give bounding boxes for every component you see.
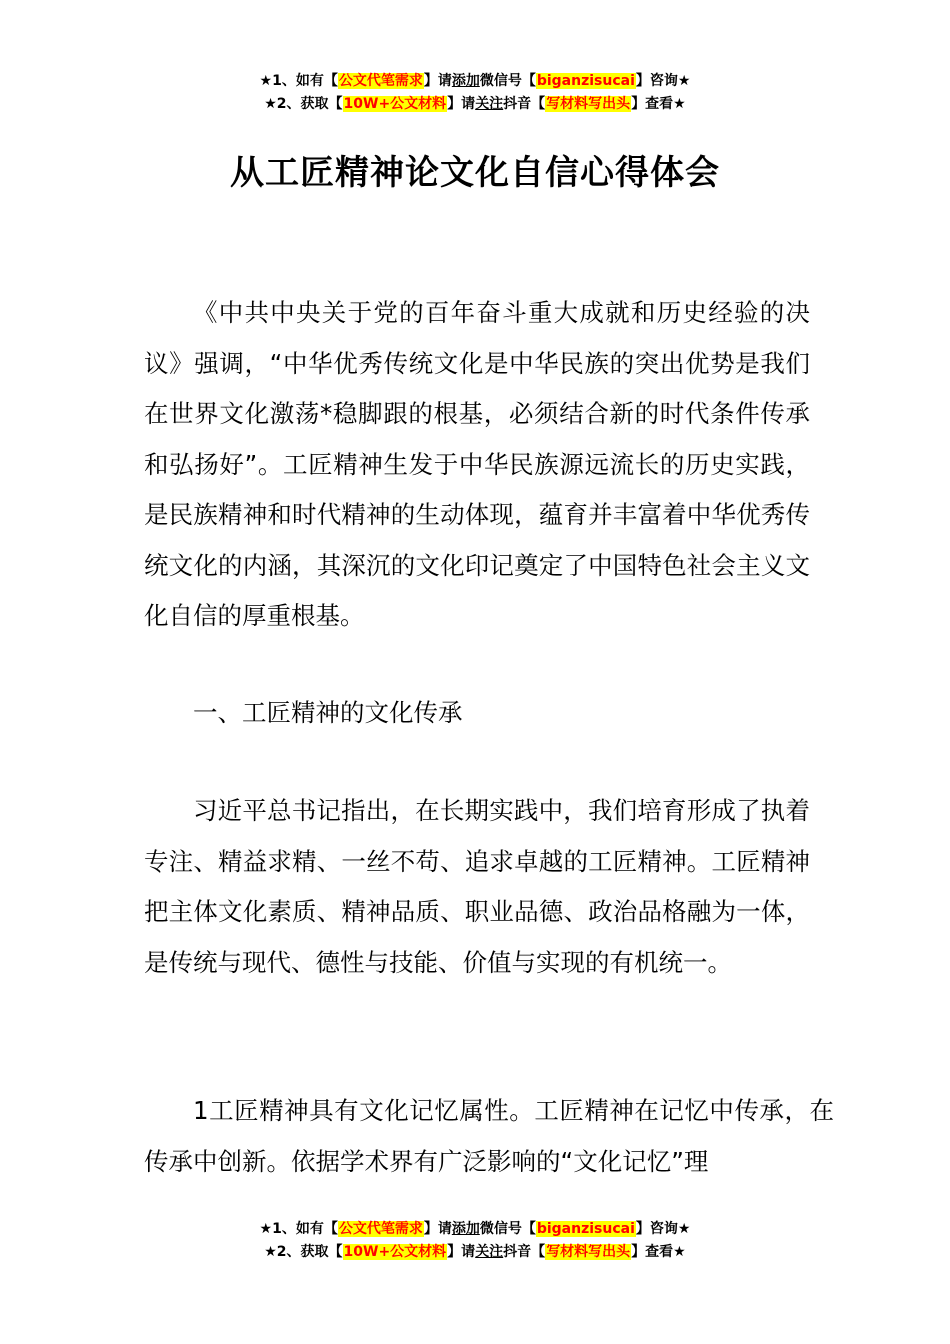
paragraph-craftsman-spirit: 习近平总书记指出，在长期实践中，我们培育形成了执着专注、精益求精、一丝不苟、追求卓越的工匠精神。工匠精神把主体文化素质、精神品质、职业品德、政治品格融为一体，是传统与现代、德性与技能、价值与实现的有机统一。 — [144, 796, 810, 977]
promo-highlight-wechat-id: biganzisucai — [536, 73, 635, 89]
promo-highlight-douyin-id: 写材料写出头 — [546, 1244, 631, 1260]
header-promo-banner — [0, 70, 950, 116]
promo-line-2: ★2、获取【10W+公文材料】请关注抖音【写材料写出头】查看★ — [264, 96, 686, 112]
promo-highlight-materials: 10W+公文材料 — [343, 96, 447, 112]
promo-highlight-douyin-id: 写材料写出头 — [546, 96, 631, 112]
promo-line-2: ★2、获取【10W+公文材料】请关注抖音【写材料写出头】查看★ — [264, 1244, 686, 1260]
footer-promo-banner — [0, 1218, 950, 1264]
promo-highlight-service: 公文代笔需求 — [338, 1221, 423, 1237]
document-title: 从工匠精神论文化自信心得体会 — [230, 153, 720, 193]
paragraph-intro: 《中共中央关于党的百年奋斗重大成就和历史经验的决议》强调，“中华优秀传统文化是中华民族的突出优势是我们在世界文化激荡*稳脚跟的根基，必须结合新的时代条件传承和弘扬好”。工匠精神生发于中华民族源远流长的历史实践，是民族精神和时代精神的生动体现，蕴育并丰富着中华优秀传统文化的内涵，其深沉的文化印记奠定了中国特色社会主义文化自信的厚重根基。 — [144, 298, 810, 630]
promo-highlight-materials: 10W+公文材料 — [343, 1244, 447, 1260]
promo-highlight-service: 公文代笔需求 — [338, 73, 423, 89]
promo-line-1: ★1、如有【公文代笔需求】请添加微信号【biganzisucai】咨询★ — [259, 1221, 691, 1237]
promo-highlight-wechat-id: biganzisucai — [536, 1221, 635, 1237]
section-heading-1: 一、工匠精神的文化传承 — [193, 698, 463, 727]
paragraph-cultural-memory: 1工匠精神具有文化记忆属性。工匠精神在记忆中传承，在传承中创新。依据学术界有广泛影响的“文化记忆”理 — [144, 1096, 834, 1176]
promo-line-1: ★1、如有【公文代笔需求】请添加微信号【biganzisucai】咨询★ — [259, 73, 691, 89]
